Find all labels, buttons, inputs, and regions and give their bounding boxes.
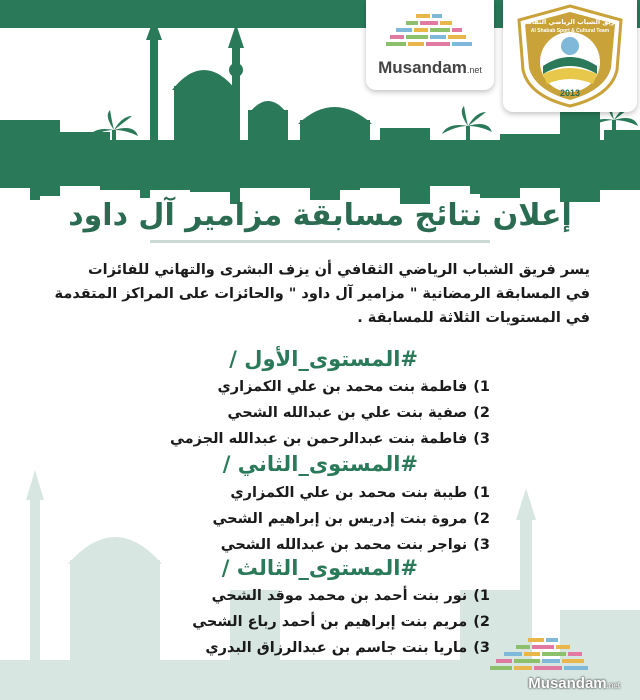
club-name-en: Al Shabab Sport & Cultural Team — [530, 28, 610, 34]
winner-number: 3) — [473, 640, 490, 656]
intro-line: في المستويات الثلاثة للمسابقة . — [357, 310, 590, 326]
club-name-ar: فريق الشباب الرياضي الثقافي — [520, 18, 620, 26]
winner-row — [213, 532, 491, 558]
level-1-winners — [170, 374, 490, 452]
announcement-title: إعلان نتائج مسابقة مزامير آل داود — [68, 198, 572, 233]
musandam-brand-text: Musandam.net — [378, 58, 482, 77]
winner-row — [170, 426, 490, 452]
winner-number: 1) — [473, 588, 490, 604]
level-2-heading: #المستوى_الثاني / — [222, 452, 418, 476]
winner-number: 2) — [473, 405, 490, 421]
musandam-bars-icon — [386, 12, 476, 52]
musandam-brand-text: Musandam.net — [528, 675, 620, 692]
winner-number: 1) — [473, 485, 490, 501]
musandam-logo-bottom[interactable] — [488, 630, 638, 698]
level-1-heading: #المستوى_الأول / — [229, 347, 418, 371]
winner-row — [192, 583, 490, 609]
intro-line: في المسابقة الرمضانية " مزامير آل داود " والحائزات على المراكز المتقدمة — [54, 286, 590, 302]
winner-number: 2) — [473, 614, 490, 630]
title-wrapper — [0, 198, 640, 233]
winner-row — [170, 374, 490, 400]
level-2-winners — [213, 480, 491, 558]
winner-number: 3) — [473, 537, 490, 553]
club-logo — [503, 0, 637, 112]
winner-row — [213, 506, 491, 532]
level-3-winners — [192, 583, 490, 661]
winner-row — [192, 609, 490, 635]
winner-number: 2) — [473, 511, 490, 527]
club-shield-icon — [513, 4, 627, 108]
winner-name: نواجر بنت محمد بن عبدالله الشحي — [220, 537, 468, 553]
winner-row — [192, 635, 490, 661]
club-year: 2013 — [559, 88, 581, 98]
title-underline — [150, 240, 490, 243]
intro-line: يسر فريق الشباب الرياضي الثقافي أن يزف البشرى والتهاني للفائزات — [88, 262, 590, 278]
winner-number: 1) — [473, 379, 490, 395]
winner-name: نور بنت أحمد بن محمد موقد الشحي — [211, 588, 468, 604]
winner-row — [170, 400, 490, 426]
winner-name: فاطمة بنت محمد بن علي الكمزاري — [217, 379, 468, 395]
winner-name: صفية بنت علي بن عبدالله الشحي — [227, 405, 468, 421]
winner-name: طيبة بنت محمد بن علي الكمزاري — [230, 485, 468, 501]
winner-number: 3) — [473, 431, 490, 447]
winner-name: فاطمة بنت عبدالرحمن بن عبدالله الجزمي — [169, 431, 468, 447]
winner-name: مروة بنت إدريس بن إبراهيم الشحي — [212, 511, 468, 527]
intro-paragraph — [54, 258, 590, 330]
winner-name: ماريا بنت جاسم بن عبدالرزاق البدري — [205, 640, 468, 656]
level-3-heading: #المستوى_الثالث / — [221, 556, 418, 580]
musandam-logo-top[interactable] — [366, 0, 494, 90]
winner-row — [213, 480, 491, 506]
winner-name: مريم بنت إبراهيم بن أحمد رباع الشحي — [192, 614, 468, 630]
